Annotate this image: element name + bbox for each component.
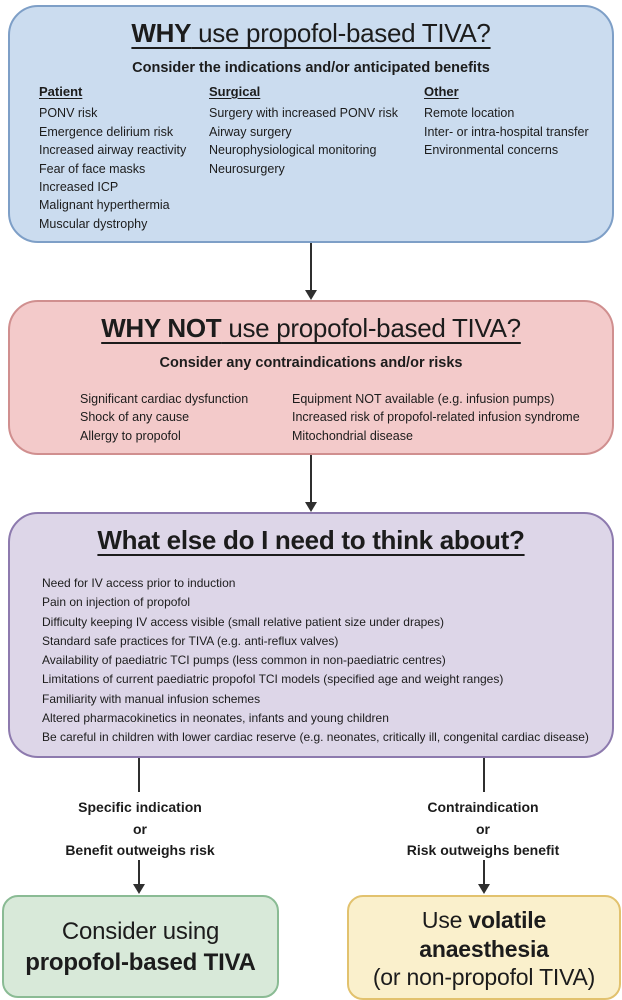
list-item: Emergence delirium risk — [39, 124, 174, 139]
why-not-box-title-rest: use propofol-based TIVA? — [221, 313, 521, 343]
list-item: Increased ICP — [39, 180, 119, 195]
list-item: Mitochondrial disease — [292, 428, 413, 443]
why-not-use-tiva-box — [8, 300, 614, 455]
why-box-title-rest: use propofol-based TIVA? — [191, 18, 491, 48]
list-item: Altered pharmacokinetics in neonates, infants and young children — [42, 711, 389, 726]
list-item: Fear of face masks — [39, 161, 146, 176]
list-item: Muscular dystrophy — [39, 216, 148, 231]
why-box-subtitle: Consider the indications and/or anticipated benefits — [132, 60, 490, 76]
why-not-box-column-2 — [292, 390, 580, 445]
right-branch-label — [373, 797, 593, 862]
branch-label-line: Benefit outweighs risk — [65, 842, 215, 858]
list-item: PONV risk — [39, 106, 98, 121]
why-box-column-surgical — [209, 83, 398, 178]
arrow-whynot-to-think-head — [305, 502, 317, 512]
branch-label-line: Contraindication — [427, 799, 539, 815]
outcome-line: (or non-propofol TIVA) — [372, 964, 596, 990]
arrow-whynot-to-think-line — [310, 455, 312, 503]
list-item: Increased risk of propofol-related infusion syndrome — [292, 410, 580, 425]
list-item: Need for IV access prior to induction — [42, 576, 236, 590]
what-else-box-title: What else do I need to think about? — [97, 525, 525, 555]
list-item: Familiarity with manual infusion schemes — [42, 691, 261, 706]
column-header: Surgical — [209, 84, 261, 99]
branch-label-line: Specific indication — [78, 799, 202, 815]
column-header: Other — [424, 84, 459, 99]
arrow-why-to-whynot-head — [305, 290, 317, 300]
right-branch-line-upper — [483, 758, 485, 792]
outcome-line: anaesthesia — [419, 935, 549, 962]
list-item: Neurosurgery — [209, 161, 285, 176]
why-box-column-patient — [39, 83, 186, 233]
list-item: Limitations of current paediatric propofol TCI models (specified age and weight ranges) — [42, 672, 504, 687]
outcome-line-prefix: Use — [421, 907, 469, 933]
list-item: Equipment NOT available (e.g. infusion pumps) — [292, 392, 555, 406]
left-branch-arrow-head — [133, 884, 145, 894]
why-box-title-bold: WHY — [131, 18, 192, 48]
why-not-box-subtitle: Consider any contraindications and/or risks — [159, 355, 463, 371]
list-item: Environmental concerns — [424, 143, 559, 158]
branch-label-line: or — [133, 820, 147, 837]
branch-label-line: or — [476, 820, 490, 837]
list-item: Malignant hyperthermia — [39, 198, 170, 213]
list-item: Allergy to propofol — [80, 428, 181, 443]
column-header: Patient — [39, 84, 83, 99]
why-not-box-column-1 — [80, 390, 248, 445]
outcome-line — [349, 906, 619, 935]
list-item: Shock of any cause — [80, 410, 190, 425]
outcome-consider-tiva-box — [2, 895, 279, 998]
outcome-volatile-box — [347, 895, 621, 1000]
list-item: Availability of paediatric TCI pumps (less common in non-paediatric centres) — [42, 653, 446, 668]
what-else-box — [8, 512, 614, 758]
list-item: Significant cardiac dysfunction — [80, 392, 249, 406]
why-not-box-title — [10, 313, 612, 344]
why-box-column-other — [424, 83, 589, 160]
list-item: Standard safe practices for TIVA (e.g. anti-reflux valves) — [42, 633, 339, 648]
branch-label-line: Risk outweighs benefit — [406, 842, 560, 858]
what-else-list — [42, 574, 589, 748]
list-item: Difficulty keeping IV access visible (small relative patient size under drapes) — [42, 614, 444, 629]
arrow-why-to-whynot-line — [310, 243, 312, 292]
left-branch-label — [30, 797, 250, 862]
right-branch-line-lower — [483, 860, 485, 886]
outcome-line: propofol-based TIVA — [25, 949, 256, 976]
list-item: Inter- or intra-hospital transfer — [424, 124, 589, 139]
list-item: Remote location — [424, 106, 515, 121]
left-branch-line-upper — [138, 758, 140, 792]
right-branch-arrow-head — [478, 884, 490, 894]
list-item: Airway surgery — [209, 124, 292, 139]
list-item: Be careful in children with lower cardiac reserve (e.g. neonates, critically ill, congenital cardiac disease) — [42, 730, 589, 745]
outcome-line: Consider using — [61, 918, 220, 945]
outcome-line-bold: volatile — [468, 907, 547, 933]
list-item: Surgery with increased PONV risk — [209, 106, 398, 121]
outcome-volatile-text — [349, 897, 619, 992]
list-item: Pain on injection of propofol — [42, 595, 191, 610]
list-item: Neurophysiological monitoring — [209, 143, 377, 158]
why-not-box-title-bold: WHY NOT — [101, 313, 222, 343]
list-item: Increased airway reactivity — [39, 143, 187, 158]
left-branch-line-lower — [138, 860, 140, 886]
why-box-title — [10, 18, 612, 49]
why-use-tiva-box — [8, 5, 614, 243]
outcome-consider-tiva-text — [4, 897, 277, 978]
